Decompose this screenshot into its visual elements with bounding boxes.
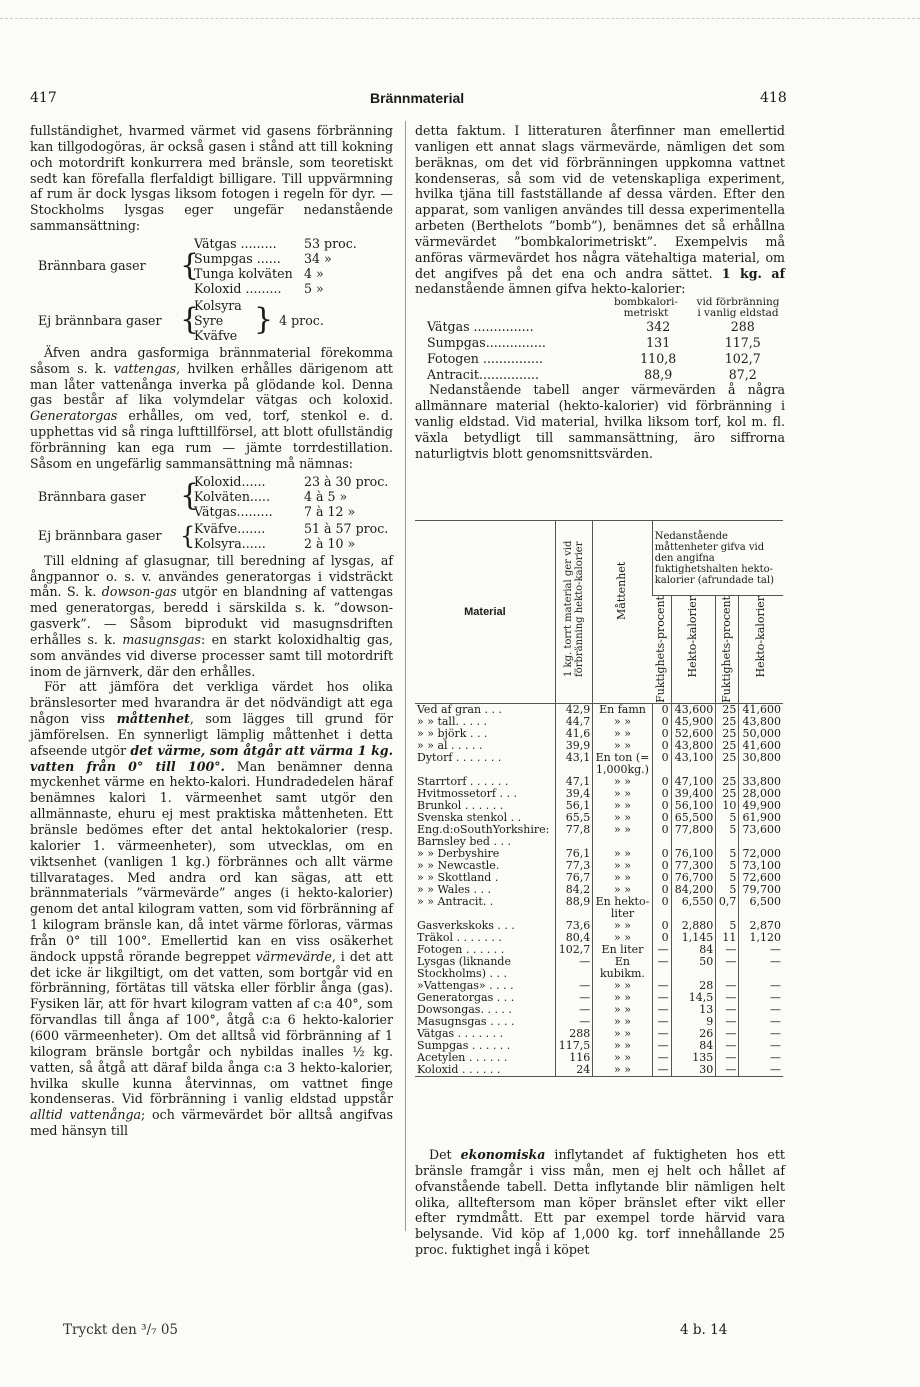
print-date: Tryckt den ³/₇ 05	[63, 1322, 179, 1338]
cell-moisture-1: 0	[652, 728, 671, 740]
cell-unit: En famn	[593, 703, 652, 716]
cell-moisture-2: 5	[716, 920, 739, 932]
cell-hekto-1: 84	[671, 944, 716, 956]
cell-moisture-1: —	[652, 1040, 671, 1052]
cell-moisture-2: 5	[716, 824, 739, 848]
running-header	[30, 90, 800, 110]
col-header-hekto-2: Hekto-kalorier	[739, 596, 783, 704]
cell-material: » » Wales . . .	[417, 882, 492, 896]
cell-unit: En liter	[593, 944, 652, 956]
table-row	[415, 703, 783, 716]
cell-moisture-1: 0	[652, 824, 671, 848]
cell-unit: » »	[593, 992, 652, 1004]
cell-material: » » Antracit. .	[417, 894, 494, 908]
brace: }	[254, 302, 274, 338]
cell-moisture-2: 10	[716, 800, 739, 812]
brace: {	[180, 478, 200, 514]
cell-unit: » »	[593, 932, 652, 944]
header-bomb: bombkalori- metriskt	[614, 296, 678, 320]
cell-unit: » »	[593, 1016, 652, 1028]
cell-moisture-2: —	[716, 956, 739, 980]
cell-material: » » al . . . . .	[417, 738, 483, 752]
list-item: Fotogen ............... 110,8 102,7	[427, 350, 761, 366]
cell-1kg: 56,1	[555, 800, 592, 812]
cell-hekto-2: 41,600	[739, 703, 783, 716]
cell-moisture-1: —	[652, 992, 671, 1004]
col-header-moisture-1: Fuktighets-procent	[654, 596, 668, 703]
cell-1kg: —	[555, 956, 592, 980]
column-divider	[405, 121, 406, 1231]
cell-hekto-1: 50	[671, 956, 716, 980]
cell-unit: » »	[593, 824, 652, 848]
cell-moisture-1: —	[652, 1028, 671, 1040]
cell-material: Gasverkskoks . . .	[417, 918, 515, 932]
cell-unit: » »	[593, 1052, 652, 1064]
cell-unit: » »	[593, 872, 652, 884]
cell-moisture-1: —	[652, 980, 671, 992]
right-column	[415, 123, 785, 462]
cell-hekto-2: 79,700	[739, 884, 783, 896]
cell-hekto-1: 9	[671, 1016, 716, 1028]
cell-unit: » »	[593, 740, 652, 752]
cell-1kg: —	[555, 980, 592, 992]
cell-moisture-1: —	[652, 1052, 671, 1064]
signature-mark: 4 b. 14	[680, 1322, 728, 1338]
cell-1kg: 39,4	[555, 788, 592, 800]
paragraph: För att jämföra det verkliga värdet hos olika bränslesorter med hvarandra är det nödvändigt att ega någon viss måttenhet, som lägges till grund för jämförelsen. En synnerligt lämplig måttenhet i detta afseende utgör det värme, som åtgår att värma 1 kg. vatten från 0° till 100°. Man benämner denna myckenhet värme en hekto-kalori. Hundradedelen häraf benämnes kalori 1. värmeenhet samt utgör den allmännaste, ehuru ej mest praktiska måttenheten. Ett bränsle bedömes efter det antal hektokalorier (resp. kalorier 1. värmeenheter), som utvecklas, om en viktsenhet (vanligen 1 kg.) förbrännes och allt värme tillvaratages. Med andra ord kan sägas, att ett brännmaterials ”värmevärde” anges (i hekto-kalorier) genom det antal kilogram vatten, som vid förbränning af 1 kilogram bränsle kan, då intet värme förloras, värmas från 0° till 100°. Emellertid kan en viss osäkerhet ändock uppstå rörande begreppet värmevärde, i det att det icke är likgiltigt, om det vatten, som bortgår vid en förbränning, förtätas till vätska eller förblir ånga (gas). Fysiken lär, att för hvart kilogram vatten af c:a 40°, som förvandlas till ånga af 100°, åtgå c:a 6 hekto-kalorier (600 värmeenheter). Om det alltså vid förbränning af 1 kilogram bränsle bortgår och nybildas inalles ½ kg. vatten, så åtgå att däraf bilda ånga c:a 3 hekto-kalorier, hvilka skulle kunna återvinnas, om vattnet finge kondenseras. Vid förbränning i vanlig eldstad uppstår alltid vattenånga; och värmevärdet bör alltså angifvas med hänsyn till	[30, 679, 394, 1139]
paragraph: Äfven andra gasformiga brännmaterial förekomma såsom s. k. vattengas, hvilken erhålles därigenom att man låter vattenånga inverka på glödande kol. Denna gas består af lika volymdelar vätgas och koloxid. Generatorgas erhålles, om ved, torf, stenkol e. d. upphettas vid så ringa lufttillförsel, att blott ofullständig förbränning kan ega rum — jämte torrdestillation. Såsom en ungefärlig sammansättning må nämnas:	[30, 344, 393, 471]
cell-hekto-1: 77,800	[671, 824, 716, 848]
cell-material: Masugnsgas . . . .	[417, 1014, 515, 1028]
cell-unit: » »	[593, 1064, 652, 1077]
cell-1kg: 88,9	[555, 896, 592, 920]
table-row	[415, 1064, 783, 1077]
cell-moisture-2: —	[716, 1028, 739, 1040]
cell-1kg: 117,5	[555, 1040, 592, 1052]
cell-moisture-1: 0	[652, 776, 671, 788]
cell-unit: » »	[593, 1028, 652, 1040]
cell-unit: » »	[593, 848, 652, 860]
cell-material: Eng.d:oSouthYorkshire: Barnsley bed . . .	[417, 822, 550, 848]
cell-material: » » Newcastle.	[417, 858, 500, 872]
cell-material: »Vattengas» . . . .	[417, 978, 514, 992]
cell-moisture-2: —	[716, 1004, 739, 1016]
cell-hekto-1: 56,100	[671, 800, 716, 812]
col-header-group: Nedanstående måttenheter gifva vid den angifna fuktighetshalten hekto-kalorier (afrundade tal)	[652, 521, 783, 596]
cell-1kg: 43,1	[555, 752, 592, 776]
left-column	[30, 123, 393, 1139]
cell-moisture-1: —	[652, 956, 671, 980]
cell-moisture-1: 0	[652, 860, 671, 872]
top-rule	[0, 18, 920, 19]
table-row	[415, 956, 783, 980]
list-item: Sumpgas............... 131 117,5	[427, 335, 761, 351]
cell-hekto-2: 72,600	[739, 872, 783, 884]
table-row	[415, 896, 783, 920]
cell-moisture-2: 25	[716, 716, 739, 728]
cell-moisture-2: —	[716, 1040, 739, 1052]
cell-hekto-2: —	[739, 1004, 783, 1016]
list-item: Vätgas ............... 342 288	[427, 319, 755, 335]
cell-material: Ved af gran . . .	[417, 702, 503, 716]
cell-hekto-2: 73,100	[739, 860, 783, 872]
cell-unit: » »	[593, 920, 652, 932]
composition-block-1-combustible	[30, 236, 393, 296]
cell-moisture-1: 0	[652, 788, 671, 800]
cell-hekto-2: 50,000	[739, 728, 783, 740]
cell-unit: » »	[593, 884, 652, 896]
cell-1kg: 102,7	[555, 944, 592, 956]
cell-1kg: 76,1	[555, 848, 592, 860]
cell-material: » » tall. . . . .	[417, 714, 487, 728]
cell-hekto-2: —	[739, 1016, 783, 1028]
cell-hekto-1: 45,900	[671, 716, 716, 728]
cell-1kg: 41,6	[555, 728, 592, 740]
cell-unit: En ton (= 1,000kg.)	[593, 752, 652, 776]
cell-hekto-2: —	[739, 992, 783, 1004]
cell-hekto-2: 30,800	[739, 752, 783, 776]
cell-unit: » »	[593, 1040, 652, 1052]
cell-hekto-2: —	[739, 956, 783, 980]
cell-hekto-1: 14,5	[671, 992, 716, 1004]
cell-material: Träkol . . . . . . .	[417, 930, 502, 944]
cell-hekto-2: 43,800	[739, 716, 783, 728]
cell-unit: » »	[593, 860, 652, 872]
cell-hekto-2: —	[739, 1052, 783, 1064]
page-number-left: 417	[30, 90, 57, 106]
cell-material: » » björk . . .	[417, 726, 488, 740]
cell-1kg: —	[555, 1016, 592, 1028]
cell-material: Dowsongas. . . . .	[417, 1002, 512, 1016]
cell-moisture-2: 25	[716, 703, 739, 716]
table-row	[415, 824, 783, 848]
cell-moisture-1: 0	[652, 872, 671, 884]
cell-material: Svenska stenkol . .	[417, 810, 522, 824]
cell-material: » » Skottland .	[417, 870, 499, 884]
cell-moisture-2: —	[716, 992, 739, 1004]
cell-moisture-2: 25	[716, 776, 739, 788]
cell-hekto-1: 77,300	[671, 860, 716, 872]
cell-moisture-1: 0	[652, 716, 671, 728]
right-column-bottom	[415, 1147, 785, 1258]
cell-hekto-2: 28,000	[739, 788, 783, 800]
cell-hekto-2: 6,500	[739, 896, 783, 920]
cell-1kg: 39,9	[555, 740, 592, 752]
cell-hekto-1: 39,400	[671, 788, 716, 800]
cell-material: Sumpgas . . . . . .	[417, 1038, 511, 1052]
cell-hekto-2: —	[739, 944, 783, 956]
cell-unit: » »	[593, 800, 652, 812]
paragraph: detta faktum. I litteraturen återfinner man emellertid vanligen ett annat slags värmevärde, nämligen det som beräknas, om det vid förbränningen uppkomna vattnet kondenseras, så som vid de vetenskapliga experiment, hvilka tjäna till fastställande af dessa värden. Efter den apparat, som vanligen användes till dessa experimentella arbeten (Berthelots ”bomb”), benämnes det så erhållna värmevärdet ”bombkalorimetriskt”. Exempelvis må anföras värmevärdet hos några vätehaltiga material, om det angifves på det ena och andra sättet. 1 kg. af nedanstående ämnen gifva hekto-kalorier:	[415, 123, 785, 297]
cell-hekto-2: —	[739, 1064, 783, 1077]
cell-hekto-2: 72,000	[739, 848, 783, 860]
cell-1kg: 76,7	[555, 872, 592, 884]
cell-1kg: 288	[555, 1028, 592, 1040]
cell-moisture-2: 5	[716, 812, 739, 824]
cell-moisture-2: 5	[716, 872, 739, 884]
col-header-1kg: 1 kg. torrt material ger vid förbränning hekto-kalorier	[555, 521, 592, 704]
cell-1kg: —	[555, 1004, 592, 1016]
cell-moisture-2: —	[716, 1064, 739, 1077]
cell-moisture-2: 25	[716, 752, 739, 776]
cell-hekto-1: 43,100	[671, 752, 716, 776]
cell-1kg: 80,4	[555, 932, 592, 944]
brace: {	[180, 247, 200, 283]
cell-moisture-1: —	[652, 1016, 671, 1028]
cell-hekto-1: 47,100	[671, 776, 716, 788]
page-title: Brännmaterial	[370, 90, 465, 106]
composition-block-2-noncombustible: Ej brännbara gaser { Kväfve....... 51 à 57 proc. Kolsyra...... 2 à 10 »	[38, 520, 389, 551]
col-header-unit: Måttenhet	[593, 521, 652, 704]
cell-material: Vätgas . . . . . . .	[417, 1026, 504, 1040]
cell-moisture-2: 25	[716, 740, 739, 752]
cell-moisture-1: —	[652, 1064, 671, 1077]
cell-moisture-1: 0	[652, 703, 671, 716]
cell-hekto-1: 1,145	[671, 932, 716, 944]
brace: {	[180, 302, 200, 338]
cell-moisture-1: 0	[652, 896, 671, 920]
cell-hekto-2: 41,600	[739, 740, 783, 752]
page-number-right: 418	[760, 90, 787, 106]
cell-hekto-2: —	[739, 1028, 783, 1040]
cell-material: Brunkol . . . . . .	[417, 798, 504, 812]
col-header-material: Material	[415, 521, 555, 704]
cell-material: » » Derbyshire	[417, 846, 500, 860]
cell-unit: » »	[593, 1004, 652, 1016]
cell-hekto-2: 73,600	[739, 824, 783, 848]
heat-value-comparison	[415, 297, 785, 382]
cell-moisture-1: —	[652, 1004, 671, 1016]
cell-material: Lysgas (liknande Stockholms) . . .	[417, 954, 511, 980]
paragraph: Det ekonomiska inflytandet af fuktigheten hos ett bränsle framgår i viss mån, men ej helt och hållet af ofvanstående tabell. Detta inflytande blir nämligen helt olika, allteftersom man köper bränslet efter vikt eller efter rymdmått. Ett par exempel torde härvid vara belysande. Vid köp af 1,000 kg. torf innehållande 25 proc. fuktighet ingå i köpet	[415, 1147, 785, 1258]
cell-hekto-1: 28	[671, 980, 716, 992]
cell-hekto-2: 33,800	[739, 776, 783, 788]
cell-1kg: 73,6	[555, 920, 592, 932]
cell-moisture-2: 25	[716, 788, 739, 800]
composition-rows: Vätgas ......... 53 proc. Sumpgas ...... 34 » Tunga kolväten 4 » Koloxid ......... 5 »	[194, 235, 357, 296]
cell-moisture-1: 0	[652, 848, 671, 860]
cell-moisture-2: 5	[716, 848, 739, 860]
cell-hekto-1: 26	[671, 1028, 716, 1040]
cell-hekto-1: 30	[671, 1064, 716, 1077]
cell-hekto-1: 6,550	[671, 896, 716, 920]
table-row	[415, 752, 783, 776]
cell-material: Hvitmossetorf . . .	[417, 786, 517, 800]
cell-1kg: 65,5	[555, 812, 592, 824]
col-header-hekto-1: Hekto-kalorier	[671, 596, 716, 704]
cell-moisture-1: 0	[652, 932, 671, 944]
cell-moisture-2: 11	[716, 932, 739, 944]
cell-1kg: 42,9	[555, 703, 592, 716]
cell-hekto-1: 43,800	[671, 740, 716, 752]
list-item: Antracit............... 88,9 87,2	[427, 366, 757, 382]
cell-1kg: 24	[555, 1064, 592, 1077]
cell-hekto-2: —	[739, 980, 783, 992]
cell-moisture-2: —	[716, 1016, 739, 1028]
cell-hekto-2: 2,870	[739, 920, 783, 932]
cell-moisture-1: 0	[652, 920, 671, 932]
header-stove: vid förbränning i vanlig eldstad	[696, 296, 780, 320]
cell-unit: » »	[593, 980, 652, 992]
cell-1kg: 77,8	[555, 824, 592, 848]
cell-moisture-2: —	[716, 1052, 739, 1064]
cell-hekto-2: —	[739, 1040, 783, 1052]
cell-unit: En kubikm.	[593, 956, 652, 980]
cell-material: Acetylen . . . . . .	[417, 1050, 508, 1064]
cell-hekto-1: 43,600	[671, 703, 716, 716]
cell-1kg: 47,1	[555, 776, 592, 788]
composition-block-2-combustible: Brännbara gaser { Koloxid...... 23 à 30 proc. Kolväten..... 4 à 5 » Vätgas......... 7 à 12 »	[38, 473, 389, 519]
cell-unit: En hekto-liter	[593, 896, 652, 920]
cell-hekto-1: 13	[671, 1004, 716, 1016]
cell-moisture-2: 5	[716, 860, 739, 872]
cell-unit: » »	[593, 728, 652, 740]
paragraph: Nedanstående tabell anger värmevärden å några allmännare material (hekto-kalorier) vid förbränning i vanlig eldstad. Vid material, hvilka liksom torf, kol m. fl. växla betydligt till sammansättning, äro siffrorna naturligtvis blott genomsnittsvärden.	[415, 382, 785, 461]
cell-moisture-2: —	[716, 944, 739, 956]
cell-hekto-1: 52,600	[671, 728, 716, 740]
cell-moisture-1: 0	[652, 812, 671, 824]
brace: {	[180, 521, 196, 550]
cell-1kg: —	[555, 992, 592, 1004]
cell-hekto-1: 76,700	[671, 872, 716, 884]
cell-moisture-1: —	[652, 944, 671, 956]
cell-1kg: 44,7	[555, 716, 592, 728]
paragraph: fullständighet, hvarmed värmet vid gasens förbränning kan tillgodogöras, är också gasen i stånd att till kokning och motordrift konkurrera med bränsle, som teoretiskt sedt kan förefalla flerfaldigt billigare. Till uppvärmning af rum är dock lysgas liksom fotogen i regeln för dyr. — Stockholms lysgas eger ungefär nedanstående sammansättning:	[30, 123, 393, 234]
heat-value-table	[415, 520, 783, 1077]
composition-block-1-noncombustible: Ej brännbara gaser { Kolsyra Syre Kväfve } 4 proc.	[30, 298, 393, 343]
cell-material: Generatorgas . . .	[417, 990, 515, 1004]
cell-hekto-1: 65,500	[671, 812, 716, 824]
cell-material: Dytorf . . . . . . .	[417, 750, 502, 764]
table-body	[415, 703, 783, 1076]
cell-moisture-1: 0	[652, 800, 671, 812]
cell-hekto-2: 61,900	[739, 812, 783, 824]
label-noncombustible: Ej brännbara gaser	[38, 312, 162, 328]
cell-moisture-2: 25	[716, 728, 739, 740]
col-header-moisture-2: Fuktighets-procent	[716, 596, 739, 704]
cell-hekto-1: 76,100	[671, 848, 716, 860]
cell-moisture-1: 0	[652, 740, 671, 752]
cell-moisture-2: 5	[716, 884, 739, 896]
cell-unit: » »	[593, 776, 652, 788]
cell-hekto-1: 135	[671, 1052, 716, 1064]
cell-moisture-2: 0,7	[716, 896, 739, 920]
label-combustible: Brännbara gaser	[38, 258, 146, 274]
cell-1kg: 116	[555, 1052, 592, 1064]
cell-hekto-2: 49,900	[739, 800, 783, 812]
cell-material: Starrtorf . . . . . .	[417, 774, 509, 788]
cell-hekto-1: 84	[671, 1040, 716, 1052]
cell-hekto-1: 2,880	[671, 920, 716, 932]
cell-hekto-1: 84,200	[671, 884, 716, 896]
cell-material: Koloxid . . . . . .	[417, 1062, 501, 1076]
cell-hekto-2: 1,120	[739, 932, 783, 944]
paragraph: Till eldning af glasugnar, till beredning af lysgas, af ångpannor o. s. v. användes generatorgas i vidsträckt mån. S. k. dowson-gas utgör en blandning af vattengas med generatorgas, beredd i särskilda s. k. ”dowson-gasverk”. — Såsom biprodukt vid masugnsdriften erhålles s. k. masugnsgas: en starkt koloxidhaltig gas, som användes vid diverse processer samt till motordrift inom de järnverk, där den erhålles.	[30, 552, 394, 679]
cell-1kg: 77,3	[555, 860, 592, 872]
cell-moisture-2: —	[716, 980, 739, 992]
cell-unit: » »	[593, 812, 652, 824]
cell-moisture-1: 0	[652, 884, 671, 896]
cell-material: Fotogen . . . . . .	[417, 942, 505, 956]
cell-unit: » »	[593, 788, 652, 800]
cell-1kg: 84,2	[555, 884, 592, 896]
cell-unit: » »	[593, 716, 652, 728]
cell-moisture-1: 0	[652, 752, 671, 776]
